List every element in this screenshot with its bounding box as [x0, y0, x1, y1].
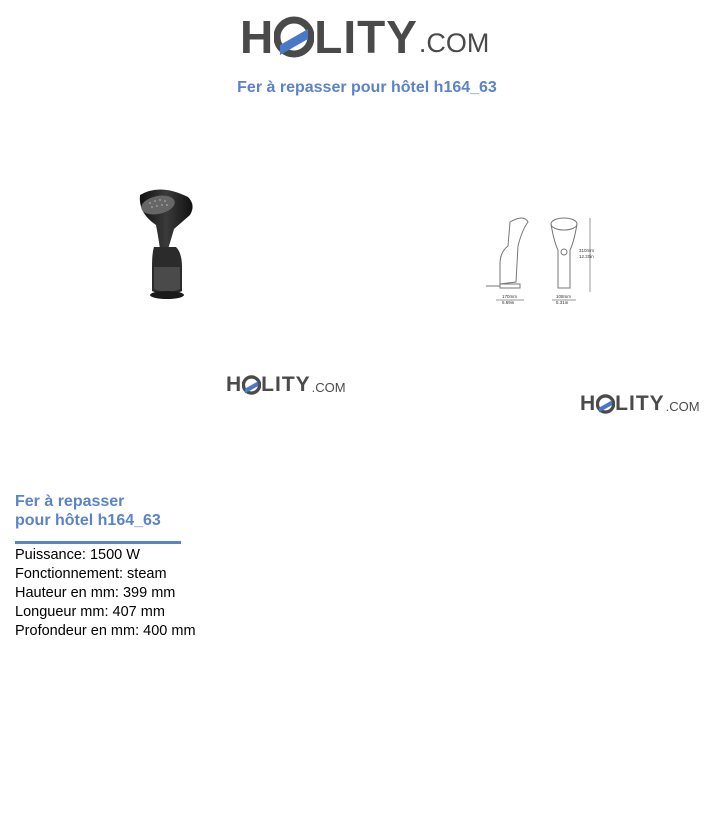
watermark-letter-h: H: [580, 392, 597, 415]
spec-list: [15, 546, 196, 641]
section-title-line: Fer à repasser: [15, 493, 125, 510]
watermark-domain: .COM: [311, 380, 346, 395]
logo-domain: .COM: [418, 28, 490, 58]
holity-logo[interactable]: [240, 12, 489, 62]
dim-label: 5.31in: [556, 300, 569, 305]
watermark-o-icon: [242, 373, 261, 397]
section-title-line: pour hôtel h164_63: [15, 512, 161, 529]
steamer-dimension-drawing-icon: [480, 212, 600, 312]
spec-item: Fonctionnement: steam: [15, 566, 167, 582]
dim-label: 310mm: [579, 248, 595, 253]
spec-item: Puissance: 1500 W: [15, 547, 140, 563]
dim-label: 6.69in: [502, 300, 515, 305]
logo-letter-h: H: [240, 11, 275, 63]
section-divider: [15, 541, 181, 544]
steamer-photo-icon: [130, 183, 200, 303]
spec-item: Profondeur en mm: 400 mm: [15, 623, 196, 639]
holity-watermark: [226, 373, 346, 397]
watermark-letter-h: H: [226, 373, 243, 396]
dim-label: 12.20in: [579, 254, 594, 259]
logo-o-icon: [274, 12, 314, 62]
watermark-domain: .COM: [665, 399, 700, 414]
logo-letters-lity: LITY: [314, 11, 418, 63]
spec-item: Hauteur en mm: 399 mm: [15, 585, 176, 601]
dim-label: 108mm: [556, 294, 572, 299]
watermark-letters: LITY: [615, 392, 665, 415]
dim-label: 170mm: [502, 294, 518, 299]
spec-item: Longueur mm: 407 mm: [15, 604, 165, 620]
holity-watermark: [580, 392, 700, 416]
page-title: Fer à repasser pour hôtel h164_63: [237, 79, 497, 96]
watermark-letters: LITY: [261, 373, 311, 396]
watermark-o-icon: [596, 392, 615, 416]
section-title: [15, 492, 161, 530]
